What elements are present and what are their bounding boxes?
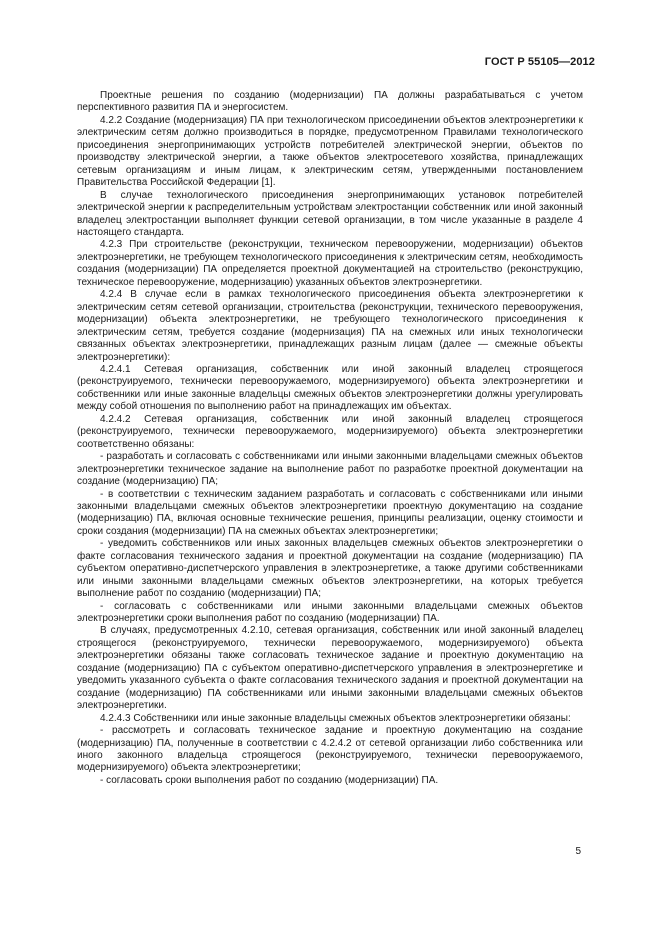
paragraph: В случаях, предусмотренных 4.2.10, сетевая организация, собственник или иной законный владелец строящегося (реконструируемого, технически перевооружаемого, модернизируемого) объекта электроэнергетики обязаны также согласовать техническое задание и проектную документацию на создание (модернизацию) ПА с субъектом оперативно-диспетчерского управления в электроэнергетике и уведомить указанного субъекта о факте согласования технического задания и проектной документации на создание (модернизацию) ПА собственниками или иными законными владельцами смежных объектов электроэнергетики. bbox=[77, 625, 583, 712]
paragraph: Проектные решения по созданию (модернизации) ПА должны разрабатываться с учетом перспективного развития ПА и энергосистем. bbox=[77, 90, 583, 114]
body-text bbox=[77, 90, 583, 787]
list-item: - разработать и согласовать с собственниками или иными законными владельцами смежных объектов электроэнергетики техническое задание на выполнение работ по разработке проектной документации на создание (модернизацию) ПА; bbox=[77, 451, 583, 488]
list-item: - согласовать сроки выполнения работ по созданию (модернизации) ПА. bbox=[100, 774, 439, 786]
paragraph-4-2-2: 4.2.2 Создание (модернизация) ПА при технологическом присоединении объектов электроэнергетики к электрическим сетям должно производиться в порядке, предусмотренном Правилами технологического присоединения энергопринимающих устройств потребителей электрической энергии, объектов по производству электрической энергии, а также объектов электросетевого хозяйства, принадлежащих сетевым организациям и иным лицам, к электрическим сетям, утвержденными постановлением Правительства Российской Федерации [1]. bbox=[77, 114, 583, 189]
paragraph: В случае технологического присоединения энергопринимающих установок потребителей электрической энергии к распределительным устройствам электростанции собственник или иной законный владелец электростанции выполняет функции сетевой организации, в том числе указанные в разделе 4 настоящего стандарта. bbox=[77, 189, 583, 238]
paragraph-4-2-4-2: 4.2.4.2 Сетевая организация, собственник или иной законный владелец строящегося (реконструируемого, технически перевооружаемого, модернизируемого) объекта электроэнергетики соответственно обязаны: bbox=[77, 413, 583, 450]
paragraph-4-2-4-3: 4.2.4.3 Собственники или иные законные владельцы смежных объектов электроэнергетики обязаны: bbox=[100, 712, 571, 724]
page-number: 5 bbox=[575, 846, 581, 857]
list-item: - в соответствии с техническим заданием разработать и согласовать с собственниками или иными законными владельцами смежных объектов электроэнергетики проектную документацию на создание (модернизацию) ПА, включая основные технические решения, принципы реализации, оценку стоимости и сроки создания (модернизации) ПА на смежных объектах электроэнергетики; bbox=[77, 488, 583, 537]
standard-id: ГОСТ Р 55105—2012 bbox=[484, 56, 595, 68]
list-item: - уведомить собственников или иных законных владельцев смежных объектов электроэнергетики о факте согласования технического задания и проектной документации на создание (модернизацию) ПА субъектом оперативно-диспетчерского управления в электроэнергетике, а также другими собственниками или иными законными владельцами смежных объектов электроэнергетики, на которых требуется выполнение работ по созданию (модернизации) ПА; bbox=[77, 538, 583, 600]
paragraph-4-2-3: 4.2.3 При строительстве (реконструкции, техническом перевооружении, модернизации) объектов электроэнергетики, не требующем технологического присоединения к электрическим сетям, необходимость создания (модернизации) ПА определяется проектной документацией на строительство (реконструкцию, техническое перевооружение, модернизацию) указанных объектов электроэнергетики. bbox=[77, 239, 583, 288]
paragraph-4-2-4-1: 4.2.4.1 Сетевая организация, собственник или иной законный владелец строящегося (реконструируемого, технически перевооружаемого, модернизируемого) объекта электроэнергетики и собственники или иные законные владельцы смежных объектов электроэнергетики должны урегулировать между собой отношения по выполнению работ на принадлежащих им объектах. bbox=[77, 363, 583, 413]
paragraph-4-2-4: 4.2.4 В случае если в рамках технологического присоединения объекта электроэнергетики к электрическим сетям сетевой организации, строительства (реконструкции, технического перевооружения, модернизации) объекта электроэнергетики, не требующего технологического присоединения к электрическим сетям, требуется создание (модернизация) ПА на смежных или иных технологически связанных объектах электроэнергетики, принадлежащих разным лицам (далее — смежные объекты электроэнергетики): bbox=[77, 289, 583, 363]
list-item: - согласовать с собственниками или иными законными владельцами смежных объектов электроэнергетики сроки выполнения работ по созданию (модернизации) ПА. bbox=[77, 600, 583, 625]
list-item: - рассмотреть и согласовать техническое задание и проектную документацию на создание (модернизацию) ПА, полученные в соответствии с 4.2.4.2 от сетевой организации либо собственника или иного законного владельца строящегося (реконструируемого, технически перевооружаемого, модернизируемого) объекта электроэнергетики; bbox=[77, 725, 583, 774]
